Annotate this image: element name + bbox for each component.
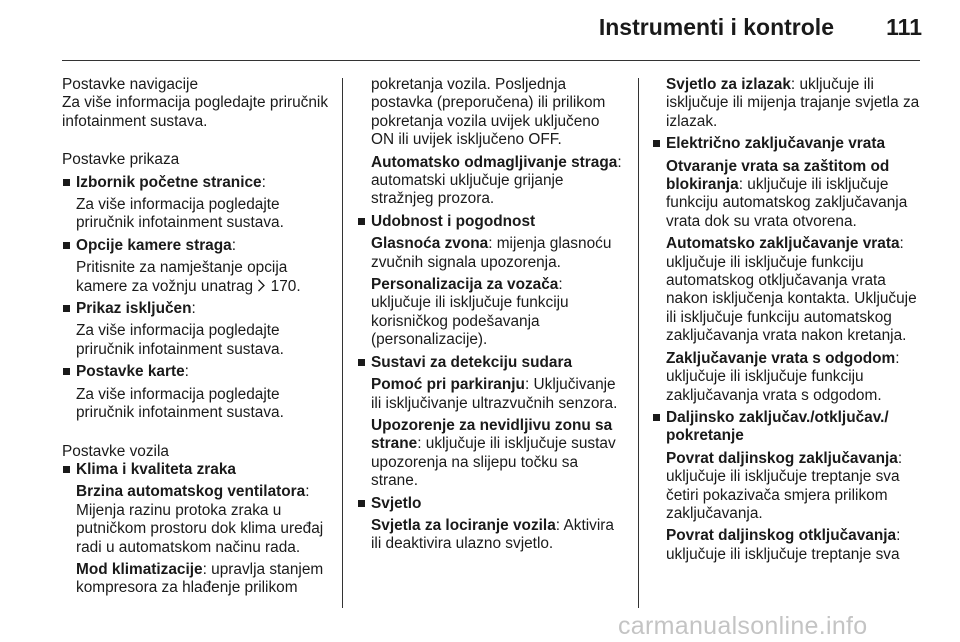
- bullet-title: Postavke karte: [76, 363, 185, 381]
- setting-description: : uključuje ili isključuje sustav upozorenja na slijepu točku sa strane.: [371, 435, 616, 490]
- bullet-item: [62, 363, 334, 381]
- page-title: Instrumenti i kontrole: [598, 14, 834, 40]
- column-divider-2: [638, 78, 639, 608]
- paragraph: [62, 561, 334, 598]
- paragraph: [652, 76, 922, 131]
- bullet-item: [62, 174, 334, 192]
- setting-description: : mijenja glasnoću zvučnih signala upozorenja.: [371, 235, 612, 271]
- square-bullet-icon: [63, 242, 70, 249]
- bullet-title: Električno zaključavanje vrata: [666, 135, 886, 153]
- paragraph: [652, 450, 922, 524]
- setting-description: : uključuje ili isključuje treptanje sva četiri pokazivača smjera prilikom zaključavanja.: [666, 449, 903, 522]
- bullet-item: [62, 300, 334, 318]
- setting-name: Personalizacija za vozača: [371, 276, 559, 294]
- bullet-title: Svjetlo: [371, 494, 422, 512]
- setting-name: Otvaranje vrata sa zaštitom od blokiranja: [666, 157, 890, 194]
- paragraph: [652, 235, 922, 345]
- bullet-title: Opcije kamere straga: [76, 236, 232, 254]
- square-bullet-icon: [358, 359, 365, 366]
- paragraph: [357, 417, 625, 491]
- bullet-item: [62, 237, 334, 255]
- setting-description: : Uključivanje ili isključivanje ultrazvučnih senzora.: [371, 376, 618, 412]
- paragraph: [357, 276, 625, 350]
- header-divider: [62, 60, 920, 61]
- setting-description: : uključuje ili isključuje funkciju automatskog otključavanja vrata nakon isključenja kontakta. Uključuje ili isključuje funkciju automatskog zaključavanja vrata nakon kretanja.: [666, 235, 917, 345]
- setting-description: : upravlja stanjem kompresora za hlađenje prilikom: [76, 560, 324, 597]
- square-bullet-icon: [63, 466, 70, 473]
- setting-description: : Mijenja razinu protoka zraka u putničkom prostoru dok klima uređaj radi u automatskom načinu rada.: [76, 483, 324, 556]
- bullet-title: Udobnost i pogodnost: [371, 212, 536, 230]
- paragraph: [652, 350, 922, 405]
- setting-description: : uključuje ili isključuje ili mijenja trajanje svjetla za izlazak.: [666, 76, 920, 130]
- paragraph: [652, 527, 922, 564]
- square-bullet-icon: [358, 500, 365, 507]
- setting-name: Pomoć pri parkiranju: [371, 376, 525, 394]
- bullet-item: [652, 409, 922, 446]
- column-divider-1: [342, 78, 343, 608]
- paragraph: Za više informacija pogledajte priručnik infotainment sustava.: [76, 322, 284, 358]
- setting-description: : uključuje ili isključuje treptanje sva: [666, 527, 901, 563]
- setting-description: : uključuje ili isključuje funkciju zaključavanja vrata s odgodom.: [666, 349, 900, 404]
- bullet-item: [62, 461, 334, 479]
- paragraph: [62, 259, 334, 296]
- setting-name: Mod klimatizacije: [76, 560, 203, 578]
- square-bullet-icon: [653, 140, 660, 147]
- setting-description: : uključuje ili isključuje funkciju korisničkog podešavanja (personalizacije).: [371, 276, 569, 349]
- setting-name: Brzina automatskog ventilatora: [76, 483, 306, 501]
- bullet-title: Daljinsko zaključav./otključav./ pokretanje: [666, 408, 889, 445]
- square-bullet-icon: [63, 179, 70, 186]
- bullet-item: [357, 354, 625, 372]
- setting-name: Povrat daljinskog otključavanja: [666, 527, 897, 545]
- column-3: [652, 76, 922, 564]
- bullet-item: [652, 135, 922, 153]
- page-reference[interactable]: 170.: [270, 277, 301, 295]
- colon: :: [191, 300, 196, 318]
- paragraph: [357, 154, 625, 209]
- bullet-item: [357, 213, 625, 231]
- section-heading: Postavke vozila: [62, 442, 169, 460]
- colon: :: [184, 363, 189, 381]
- paragraph: [62, 483, 334, 557]
- setting-description: : Aktivira ili deaktivira ulazno svjetlo.: [371, 516, 614, 553]
- setting-name: Glasnoća zvona: [371, 235, 489, 253]
- paragraph-text: Pritisnite za namještanje opcija kamere za vožnju unatrag: [76, 259, 288, 295]
- setting-name: Automatsko odmagljivanje straga: [371, 153, 618, 171]
- setting-description: : uključuje ili isključuje funkciju automatskog zaključavanja vrata dok su vrata otvorena.: [666, 176, 908, 230]
- setting-description: : automatski uključuje grijanje stražnjeg prozora.: [371, 153, 622, 208]
- setting-name: Svjetlo za izlazak: [666, 76, 791, 93]
- paragraph: [357, 376, 625, 413]
- setting-name: Automatsko zaključavanje vrata: [666, 235, 900, 253]
- square-bullet-icon: [63, 368, 70, 375]
- setting-name: Svjetla za lociranje vozila: [371, 516, 556, 534]
- paragraph: Za više informacija pogledajte priručnik infotainment sustava.: [76, 385, 284, 422]
- column-2: [357, 76, 625, 554]
- column-1: [62, 76, 334, 598]
- paragraph: [652, 158, 922, 232]
- page-number: 111: [886, 14, 922, 40]
- paragraph: Za više informacija pogledajte priručnik infotainment sustava.: [76, 196, 284, 232]
- paragraph: [357, 235, 625, 272]
- setting-name: Upozorenje za nevidljivu zonu sa strane: [371, 416, 613, 453]
- bullet-title: Prikaz isključen: [76, 300, 192, 318]
- square-bullet-icon: [358, 218, 365, 225]
- setting-name: Zaključavanje vrata s odgodom: [666, 349, 896, 367]
- bullet-title: Klima i kvaliteta zraka: [76, 460, 236, 478]
- paragraph: pokretanja vozila. Posljednja postavka (preporučena) ili prilikom pokretanja vozila uvijek uključeno ON ili uvijek isključeno OFF.: [371, 76, 606, 149]
- page-reference-arrow-icon: [257, 279, 266, 292]
- colon: :: [231, 236, 236, 254]
- section-heading: Postavke navigacije: [62, 76, 199, 93]
- square-bullet-icon: [653, 414, 660, 421]
- square-bullet-icon: [63, 305, 70, 312]
- watermark: carmanualsonline.info: [618, 612, 868, 640]
- paragraph: [357, 517, 625, 554]
- colon: :: [261, 173, 266, 191]
- bullet-title: Sustavi za detekciju sudara: [371, 353, 573, 371]
- bullet-item: [357, 495, 625, 513]
- section-heading: Postavke prikaza: [62, 151, 180, 169]
- setting-name: Povrat daljinskog zaključavanja: [666, 449, 898, 467]
- bullet-title: Izbornik početne stranice: [76, 173, 262, 191]
- paragraph: Za više informacija pogledajte priručnik infotainment sustava.: [62, 94, 329, 130]
